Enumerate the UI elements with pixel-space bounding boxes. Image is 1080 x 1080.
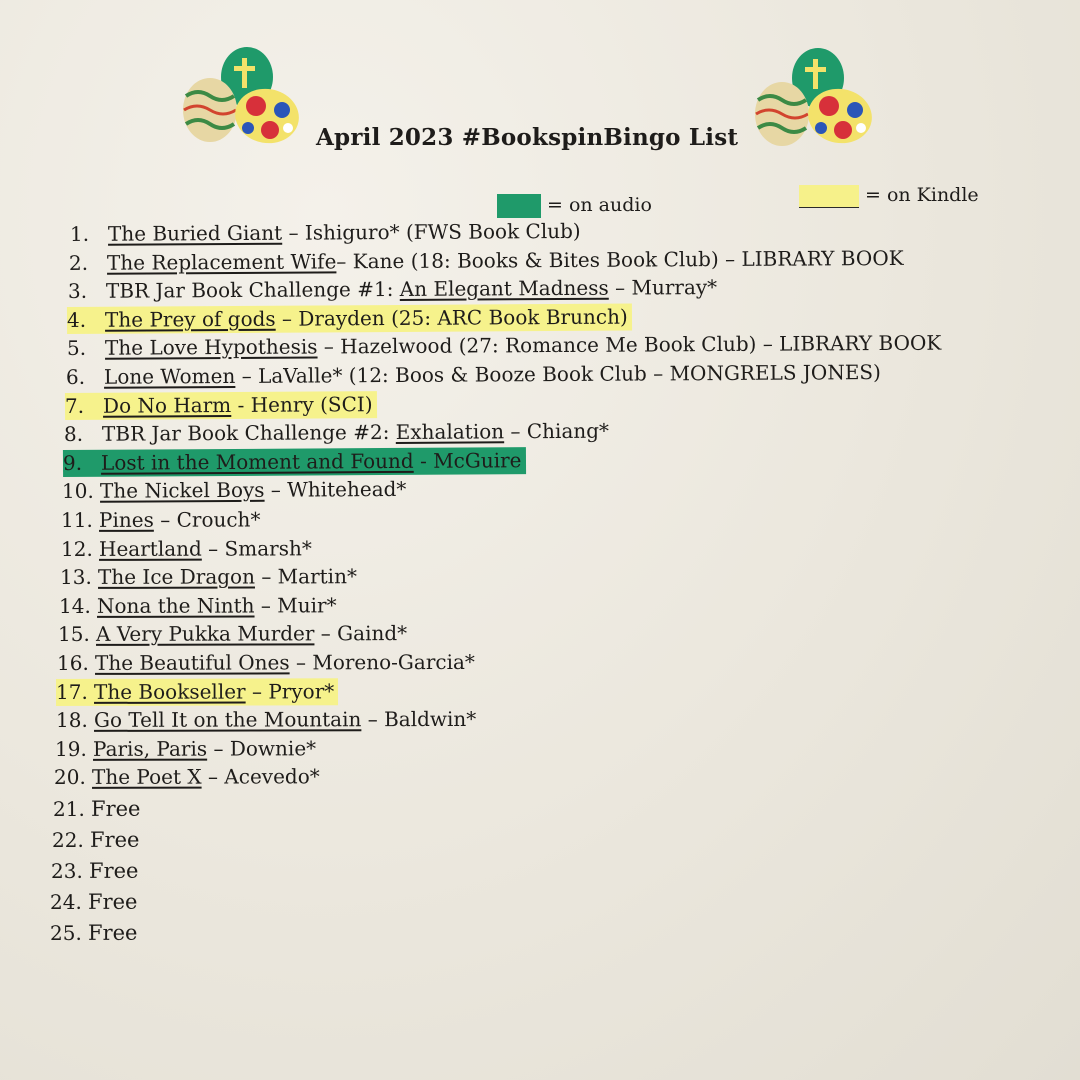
list-item: [65, 391, 377, 420]
list-number: 11.: [60, 507, 93, 532]
book-details: – Whitehead*: [264, 477, 407, 503]
list-item: [67, 330, 941, 362]
easter-eggs-icon: [752, 48, 877, 153]
list-number: 22.: [51, 827, 84, 852]
book-title: The Prey of gods: [104, 306, 276, 332]
list-number: 1.: [69, 221, 90, 246]
list-number: 2.: [68, 250, 89, 275]
book-details: – Pryor*: [245, 678, 335, 704]
list-item: [58, 620, 407, 648]
book-title: Do No Harm: [102, 392, 232, 418]
list-item: [69, 244, 904, 276]
list-item: [57, 649, 475, 677]
book-title: Go Tell It on the Mountain: [93, 707, 362, 733]
list-item: [59, 592, 337, 620]
book-title: The Bookseller: [93, 679, 246, 704]
list-number: 21.: [52, 796, 85, 821]
list-item: [51, 857, 139, 884]
list-number: 6.: [65, 364, 86, 389]
book-title: The Nickel Boys: [99, 478, 265, 504]
book-title: Paris, Paris: [92, 736, 208, 761]
list-number: 18.: [55, 708, 88, 733]
book-details: – Kane (18: Books & Bites Book Club) – LIBRARY BOOK: [336, 245, 904, 273]
book-details: – Ishiguro* (FWS Book Club): [282, 218, 581, 245]
list-item: [61, 506, 261, 534]
list-item: [70, 218, 581, 248]
list-number: 10.: [61, 479, 94, 504]
list-item: [56, 706, 476, 734]
list-item: [66, 359, 881, 391]
book-details: - Henry (SCI): [231, 391, 373, 417]
free-slot-label: Free: [88, 858, 139, 883]
free-slot-label: Free: [89, 827, 140, 852]
book-title: Lone Women: [103, 363, 236, 389]
list-item: [60, 563, 357, 591]
list-number: 7.: [64, 393, 85, 418]
book-title: A Very Pukka Murder: [95, 621, 315, 647]
legend-audio-label: = on audio: [547, 194, 652, 216]
free-slot-label: Free: [90, 796, 141, 821]
list-number: 13.: [59, 565, 92, 590]
book-details: - McGuire: [413, 447, 522, 473]
list-number: 25.: [49, 920, 82, 945]
legend-kindle-label: = on Kindle: [865, 184, 979, 206]
book-title: An Elegant Madness: [399, 275, 609, 302]
list-item: [56, 678, 338, 706]
book-details: – Acevedo*: [201, 764, 320, 790]
list-prefix: TBR Jar Book Challenge #1:: [105, 277, 400, 303]
list-item: [50, 920, 138, 947]
book-details: – Chiang*: [504, 418, 610, 444]
list-prefix: TBR Jar Book Challenge #2:: [101, 420, 396, 446]
list-item: [67, 303, 632, 333]
list-item: [61, 535, 312, 563]
book-details: – Crouch*: [153, 507, 261, 532]
list-number: 12.: [60, 536, 93, 561]
book-title: The Love Hypothesis: [104, 334, 318, 361]
book-details: – Hazelwood (27: Romance Me Book Club) – LIBRARY BOOK: [317, 331, 942, 359]
list-item: [63, 447, 526, 477]
book-details: – Gaind*: [314, 621, 408, 646]
book-details: – Drayden (25: ARC Book Brunch): [275, 304, 628, 331]
free-slot-label: Free: [87, 920, 138, 945]
book-title: Exhalation: [395, 419, 505, 445]
book-title: The Beautiful Ones: [94, 650, 290, 675]
list-number: 3.: [67, 279, 88, 304]
legend-kindle: [799, 184, 979, 208]
kindle-swatch: [799, 185, 859, 208]
book-title: Lost in the Moment and Found: [100, 448, 414, 475]
book-title: The Ice Dragon: [97, 564, 255, 590]
list-item: [68, 274, 717, 305]
free-slot-label: Free: [87, 889, 138, 914]
list-number: 24.: [49, 889, 82, 914]
list-item: [62, 476, 407, 505]
list-number: 14.: [58, 593, 91, 618]
list-item: [50, 889, 138, 916]
list-item: [54, 764, 320, 792]
audio-swatch: [497, 194, 541, 218]
list-item: [55, 735, 316, 763]
list-item: [53, 795, 141, 822]
list-number: 15.: [57, 622, 90, 647]
book-title: The Replacement Wife: [106, 248, 337, 275]
page-title: April 2023 #BookspinBingo List: [316, 124, 739, 151]
book-title: Pines: [98, 507, 154, 532]
book-title: The Buried Giant: [107, 220, 283, 246]
list-number: 19.: [54, 736, 87, 761]
book-details: – Muir*: [254, 593, 337, 618]
book-details: – Baldwin*: [361, 707, 477, 732]
book-title: The Poet X: [91, 765, 202, 790]
list-number: 9.: [62, 450, 83, 475]
list-number: 20.: [53, 765, 86, 790]
book-details: – Murray*: [608, 275, 718, 300]
list-number: 8.: [63, 422, 84, 447]
list-number: 4.: [66, 307, 87, 332]
list-number: 17.: [55, 679, 88, 704]
book-title: Heartland: [98, 536, 202, 561]
book-title: Nona the Ninth: [96, 593, 255, 618]
list-number: 23.: [50, 858, 83, 883]
easter-eggs-icon: [178, 44, 303, 149]
book-details: – Downie*: [207, 736, 317, 761]
list-item: [64, 418, 609, 448]
list-item: [52, 826, 140, 853]
list-number: 5.: [66, 336, 87, 361]
book-details: – LaValle* (12: Boos & Booze Book Club – MONGRELS JONES): [235, 360, 881, 388]
legend-audio: [497, 194, 652, 218]
book-details: – Smarsh*: [201, 535, 312, 561]
list-number: 16.: [56, 650, 89, 675]
book-details: – Moreno-Garcia*: [289, 649, 475, 675]
book-details: – Martin*: [254, 564, 357, 589]
